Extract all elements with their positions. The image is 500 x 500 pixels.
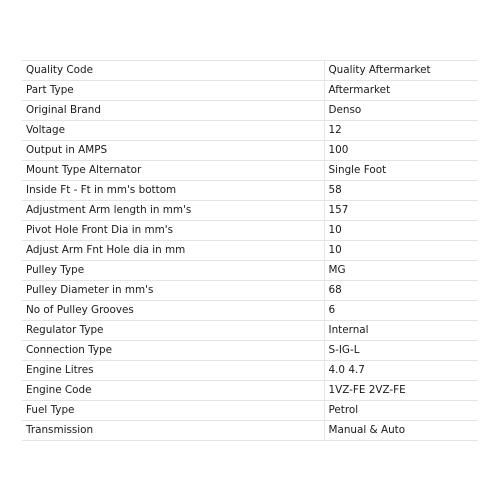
spec-label: Fuel Type xyxy=(22,401,324,421)
spec-label: Connection Type xyxy=(22,341,324,361)
spec-value: 58 xyxy=(324,181,478,201)
spec-value: S-IG-L xyxy=(324,341,478,361)
spec-label: No of Pulley Grooves xyxy=(22,301,324,321)
spec-label: Output in AMPS xyxy=(22,141,324,161)
spec-row xyxy=(22,301,478,321)
spec-label: Original Brand xyxy=(22,101,324,121)
spec-label: Engine Litres xyxy=(22,361,324,381)
spec-label: Adjustment Arm length in mm's xyxy=(22,201,324,221)
spec-row xyxy=(22,421,478,441)
spec-value: Aftermarket xyxy=(324,81,478,101)
spec-value: 6 xyxy=(324,301,478,321)
spec-value: Internal xyxy=(324,321,478,341)
spec-value: 157 xyxy=(324,201,478,221)
spec-row xyxy=(22,101,478,121)
spec-value: Quality Aftermarket xyxy=(324,61,478,81)
spec-row xyxy=(22,381,478,401)
specifications-table xyxy=(22,60,478,441)
specifications-table-body xyxy=(22,61,478,441)
spec-row xyxy=(22,181,478,201)
spec-row xyxy=(22,161,478,181)
spec-row xyxy=(22,141,478,161)
spec-row xyxy=(22,361,478,381)
spec-row xyxy=(22,321,478,341)
spec-value: 10 xyxy=(324,221,478,241)
spec-label: Pulley Type xyxy=(22,261,324,281)
spec-row xyxy=(22,341,478,361)
spec-value: 1VZ-FE 2VZ-FE xyxy=(324,381,478,401)
spec-value: Manual & Auto xyxy=(324,421,478,441)
spec-label: Inside Ft - Ft in mm's bottom xyxy=(22,181,324,201)
spec-value: Single Foot xyxy=(324,161,478,181)
spec-label: Engine Code xyxy=(22,381,324,401)
spec-value: 10 xyxy=(324,241,478,261)
spec-label: Pulley Diameter in mm's xyxy=(22,281,324,301)
spec-row xyxy=(22,61,478,81)
spec-value: MG xyxy=(324,261,478,281)
spec-label: Mount Type Alternator xyxy=(22,161,324,181)
spec-label: Regulator Type xyxy=(22,321,324,341)
spec-label: Pivot Hole Front Dia in mm's xyxy=(22,221,324,241)
spec-row xyxy=(22,261,478,281)
spec-label: Voltage xyxy=(22,121,324,141)
spec-value: 100 xyxy=(324,141,478,161)
spec-value: 68 xyxy=(324,281,478,301)
spec-value: Petrol xyxy=(324,401,478,421)
spec-row xyxy=(22,81,478,101)
spec-label: Part Type xyxy=(22,81,324,101)
spec-label: Adjust Arm Fnt Hole dia in mm xyxy=(22,241,324,261)
spec-row xyxy=(22,121,478,141)
spec-row xyxy=(22,201,478,221)
spec-row xyxy=(22,241,478,261)
spec-label: Quality Code xyxy=(22,61,324,81)
spec-value: 4.0 4.7 xyxy=(324,361,478,381)
spec-label: Transmission xyxy=(22,421,324,441)
spec-value: Denso xyxy=(324,101,478,121)
spec-row xyxy=(22,401,478,421)
spec-row xyxy=(22,221,478,241)
spec-value: 12 xyxy=(324,121,478,141)
spec-row xyxy=(22,281,478,301)
